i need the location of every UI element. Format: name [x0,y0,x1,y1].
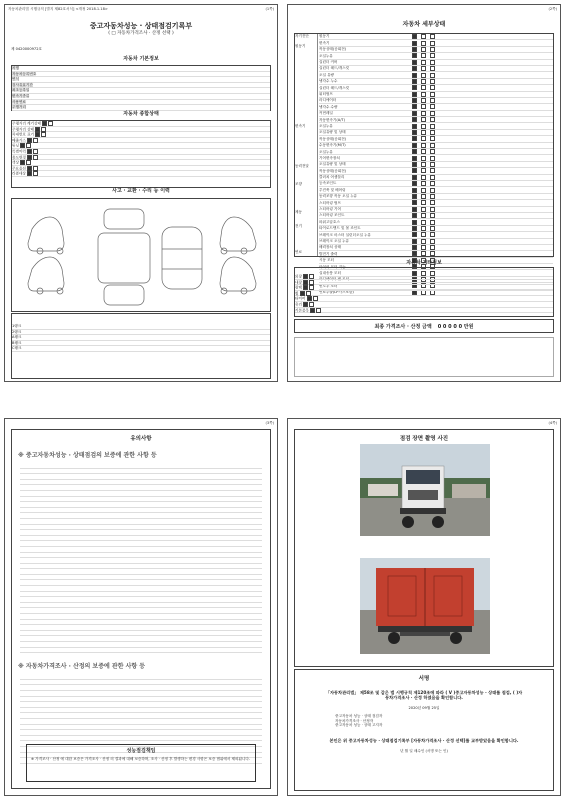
checkbox-icon [421,73,426,78]
detail-item-label: 오일유량 및 상태 [319,162,346,167]
checkbox-icon [421,200,426,205]
page-number: (3쪽) [265,421,274,425]
detail-item-label: 브레이크 마스터 실린더오일 누유 [319,232,372,237]
checkbox-icon [430,41,435,46]
checkbox-icon [430,53,435,58]
detail-item-label: 실내송풍 모터 [319,270,341,275]
checkbox-icon [412,130,417,135]
checkbox-icon [412,168,417,173]
checkbox-icon [421,245,426,250]
checkbox-icon [421,143,426,148]
checkbox-icon [430,207,435,212]
checkbox-icon [412,213,417,218]
page-subtitle: ( □ 자동차가격조사 · 산정 선택 ) [108,31,174,36]
form-page-2 [287,4,561,382]
notes-frame [11,429,271,789]
page-title: 중고자동차성능 · 상태점검기록부 [89,22,193,30]
checkbox-icon [421,136,426,141]
checkbox-icon [421,188,426,193]
checkbox-icon [412,124,417,129]
summary-row: 용도변경 [12,155,270,161]
checkbox-icon [412,251,417,256]
form-page-3 [4,418,278,796]
detail-item-label: 변속기 [319,40,330,45]
checkbox-icon [412,245,417,250]
notice-title: 성능점검책임 [126,748,156,754]
detail-item-label: 실린더 헤드/개스킷 [319,66,350,71]
detail-item-label: 스티어링 조인트 [319,213,345,218]
checkbox-icon [421,226,426,231]
notice-text: ※ 가격조사 · 산정 에 대한 보증은 가격조사 · 산정 의 결과에 대해 보증하며, 조사 · 산정 후 발생하는 변경 사항은 보증 범위에서 제외됩니다. [31,757,250,761]
other-row: 휠 [295,291,553,297]
summary-row: 차대번호 표기 [12,132,270,138]
checkbox-icon [430,200,435,205]
accident-diagram [11,198,271,312]
summary-row: 주행거리 계기상태 [12,121,270,127]
checkbox-icon [421,104,426,109]
checkbox-icon [412,117,417,122]
detail-item-label: 실린더 헤드/개스킷 [319,85,350,90]
truck-rear-photo [360,558,490,654]
detail-item-label: 라디에이터 팬 모터 [319,277,350,282]
detail-item-label: 와이퍼 모터 기능 [319,264,346,269]
detail-table: 자기진단 원동기 변속기 동력전달 조향 제동 전기 연료 원동기 변속기 작동상태(공회전) 오일누유 실린더 커버 실린더 헤드/개스킷 오일 유량 냉각수 누수 실린더 헤드/개스킷 워터펌프 라디에이터 냉각수 수량 커먼레일 자동변속기(A/T) 오일누유 오일유량 및 상태 작동상태(공회전) 수동변속기(M/T) 오일누유 기어변속장치 오일유량 및 상태 작동상태(공회전) 클러치 어셈블리 등속조인트 추진축 및 베어링 동력조향 작동 오일 누유 스티어링 펌프 스티어링 기어 스티어링 조인트 파워고압호스 타이로드엔드 및 볼 조인트 브레이크 마스터 실린더오일 누유 브레이크 오일 누유 배력장치 상태 발전기 출력 시동 모터 와이퍼 모터 기능 실내송풍 모터 라디에이터 팬 모터 윈도우 모터 연료누출(LP가스포함) [294,33,554,257]
sign-frame [294,669,554,791]
checkbox-icon [412,73,417,78]
section-detail-title: 자동차 세부상태 [402,21,446,28]
checkbox-icon [430,232,435,237]
checkbox-icon [430,226,435,231]
buyer-sign-line: 년 월 일 매수인 (서명 또는 인) [400,748,448,753]
other-row: 광택 [295,285,553,291]
photo-title: 점검 장면 촬영 사진 [399,436,449,442]
section-2-title: ※ 자동차가격조사 · 산정의 보증에 관한 사항 등 [18,663,146,671]
rank-row: B랭크 [12,341,270,347]
detail-item-label: 냉각수 누수 [319,79,338,84]
checkbox-icon [412,92,417,97]
checkbox-icon [430,60,435,65]
detail-item-label: 자동변속기(A/T) [319,117,346,122]
checkbox-icon [430,239,435,244]
detail-item-label: 배력장치 상태 [319,245,341,250]
checkbox-icon [430,143,435,148]
receipt-statement: 본인은 위 중고자동차성능 · 상태점검기록부 [자동차가격조사 · 산정 선택]를 교부받았음을 확인합니다. [329,737,519,743]
checkbox-icon [421,117,426,122]
detail-item-label: 냉각수 수량 [319,104,338,109]
notes-title: 유의사항 [130,436,152,442]
detail-item-list [319,34,553,296]
checkbox-icon [412,136,417,141]
checkbox-icon [421,175,426,180]
doc-label: 자동차관리법 시행규칙 [별지 제82호서식] <개정 2018.1.18> [8,7,108,11]
checkbox-icon [430,181,435,186]
detail-item-label: 등속조인트 [319,181,337,186]
detail-item-label: 오일 유량 [319,72,335,77]
checkbox-icon [412,98,417,103]
basic-row: 검사유효기간 [12,83,270,89]
detail-item-label: 동력조향 작동 오일 누유 [319,194,358,199]
summary-row: 주요옵션 [12,166,270,172]
section-1-title: ※ 중고자동차성능 · 상태점검의 보증에 관한 사항 등 [18,452,157,459]
form-page-1 [4,4,278,382]
other-row: 내장 [295,280,553,286]
checkbox-icon [412,47,417,52]
checkbox-icon [421,85,426,90]
detail-item-label: 수동변속기(M/T) [319,143,346,148]
truck-front-photo [360,444,490,536]
doc-number: 제 0420000972호 [11,47,42,51]
checkbox-icon [421,124,426,129]
checkbox-icon [412,200,417,205]
detail-item-label: 오일누유 [319,53,333,58]
other-row: 유리 [295,302,553,308]
checkbox-icon [412,226,417,231]
checkbox-icon [430,149,435,154]
role-line: 중고자동차 성능 · 상태 점검자 [335,714,383,719]
role-list [335,714,513,727]
detail-item-label: 실린더 커버 [319,60,338,65]
section-1-body [20,463,262,653]
checkbox-icon [421,130,426,135]
checkbox-icon [421,232,426,237]
detail-item-label: 워터펌프 [319,92,333,96]
checkbox-icon [430,73,435,78]
section-other-title: 자동차 기타정보 [406,260,442,266]
checkbox-icon [430,156,435,161]
basic-row: 사용연료 [12,100,270,106]
checkbox-icon [421,239,426,244]
checkbox-icon [421,111,426,116]
summary-row: 색상 [12,160,270,166]
checkbox-icon [430,111,435,116]
checkbox-icon [430,47,435,52]
price-label: 최종 가격조사 · 산정 금액 [374,323,432,330]
checkbox-icon [412,41,417,46]
checkbox-icon [421,207,426,212]
checkbox-icon [412,53,417,58]
checkbox-icon [430,34,435,39]
checkbox-icon [421,213,426,218]
checkbox-icon [430,245,435,250]
checkbox-icon [412,85,417,90]
checkbox-icon [430,188,435,193]
checkbox-icon [412,194,417,199]
detail-item-label: 작동상태(공회전) [319,168,347,173]
summary-row: 리콜대상 [12,171,270,177]
detail-item-label: 파워고압호스 [319,219,340,224]
other-row: 타이어 [295,296,553,302]
checkbox-icon [421,251,426,256]
page-number: (4쪽) [548,421,557,425]
checkbox-icon [430,220,435,225]
detail-item-label: 작동상태(공회전) [319,136,347,141]
checkbox-icon [412,60,417,65]
sign-statement: 「자동차관리법」 제58조 및 같은 법 시행규칙 제120조에 따라 ( V )중고자동차성능 · 상태를 점검, ( )자동차가격조사 · 산정 하였음을 확인합니다. [325,690,523,700]
basic-row: 차명 [12,66,270,72]
page-number: (2쪽) [548,7,557,11]
checkbox-icon [412,34,417,39]
checkbox-icon [430,98,435,103]
basic-info-table [11,65,271,111]
detail-item-label: 오일누유 [319,149,333,154]
checkbox-icon [421,194,426,199]
checkbox-icon [421,34,426,39]
checkbox-icon [430,104,435,109]
detail-item-label: 스티어링 기어 [319,207,341,212]
car-diagram-svg [12,199,272,309]
detail-item-label: 윈도우 모터 [319,283,338,288]
detail-item-label: 연료누출(LP가스포함) [319,290,354,295]
checkbox-icon [421,149,426,154]
summary-table [11,120,271,188]
section-accident: 사고 · 교환 · 수리 등 이력 [112,188,170,194]
checkbox-icon [430,117,435,122]
checkbox-icon [412,175,417,180]
checkbox-icon [430,66,435,71]
checkbox-icon [430,213,435,218]
form-page-4 [287,418,561,796]
price-value: 0 0 0 0 0 만원 [437,323,474,330]
basic-row: 최초등록일 [12,88,270,94]
checkbox-icon [412,111,417,116]
basic-row: 주행거리 [12,105,270,111]
rank-row: 2랭크 [12,330,270,336]
checkbox-icon [421,168,426,173]
other-row: 기본품목 [295,308,553,314]
detail-item-label: 클러치 어셈블리 [319,175,345,180]
basic-row: 연식 [12,77,270,83]
summary-row: 주행거리 상태 [12,127,270,133]
checkbox-icon [421,41,426,46]
detail-item-label: 발전기 출력 [319,251,338,256]
photo-frame [294,429,554,667]
summary-row: 특별이력 [12,149,270,155]
checkbox-icon [430,92,435,97]
price-box [294,319,554,333]
detail-item-label: 원동기 [319,34,330,39]
checkbox-icon [412,143,417,148]
summary-row: 배출가스 [12,138,270,144]
checkbox-icon [430,251,435,256]
checkbox-icon [421,47,426,52]
checkbox-icon [412,162,417,167]
detail-item-label: 작동상태(공회전) [319,47,347,52]
checkbox-icon [430,162,435,167]
checkbox-icon [412,66,417,71]
detail-item-label: 커먼레일 [319,111,333,116]
checkbox-icon [412,232,417,237]
rank-row: A랭크 [12,335,270,341]
checkbox-icon [421,79,426,84]
checkbox-icon [421,98,426,103]
checkbox-icon [412,79,417,84]
detail-item-label: 오일누유 [319,123,333,128]
detail-item-label: 추진축 및 베어링 [319,187,346,192]
rank-row: 1랭크 [12,324,270,330]
section-basic-info: 자동차 기본정보 [123,56,159,62]
detail-item-label: 오일유량 및 상태 [319,130,346,135]
checkbox-icon [421,181,426,186]
detail-item-label: 타이로드엔드 및 볼 조인트 [319,226,361,231]
checkbox-icon [430,130,435,135]
checkbox-icon [421,53,426,58]
basic-row: 변속기종류 [12,94,270,100]
checkbox-icon [430,124,435,129]
rank-row: C랭크 [12,346,270,352]
basic-row: 자동차등록번호 [12,72,270,78]
checkbox-icon [430,85,435,90]
checkbox-icon [430,79,435,84]
checkbox-icon [412,104,417,109]
detail-item-label: 스티어링 펌프 [319,200,341,205]
detail-item-label: 기어변속장치 [319,155,340,160]
checkbox-icon [412,220,417,225]
detail-item-label: 라디에이터 [319,98,337,103]
rank-table [11,313,271,379]
other-row: 외장 [295,274,553,280]
page-number: (1쪽) [265,7,274,11]
checkbox-icon [421,220,426,225]
checkbox-icon [412,207,417,212]
checkbox-icon [421,92,426,97]
detail-item-label: 시동 모터 [319,258,335,263]
section-summary: 자동차 종합상태 [123,111,159,117]
checkbox-icon [421,60,426,65]
checkbox-icon [421,162,426,167]
checkbox-icon [430,175,435,180]
role-line: 중고자동차 성능 · 상태 고지자 [335,723,383,728]
detail-item-label: 브레이크 오일 누유 [319,238,350,243]
checkbox-icon [430,136,435,141]
checkbox-icon [430,168,435,173]
sign-title: 서명 [418,676,430,682]
sign-date: 2020년 09월 25일 [408,706,440,710]
checkbox-icon [412,181,417,186]
sign-area [294,337,554,377]
checkbox-icon [412,149,417,154]
notice-box [26,744,256,782]
checkbox-icon [412,156,417,161]
summary-row: 튜닝 [12,143,270,149]
checkbox-icon [421,156,426,161]
checkbox-icon [412,188,417,193]
checkbox-icon [421,66,426,71]
role-line: 자동차가격조사 · 산정자 [335,718,374,723]
checkbox-icon [430,194,435,199]
checkbox-icon [412,239,417,244]
